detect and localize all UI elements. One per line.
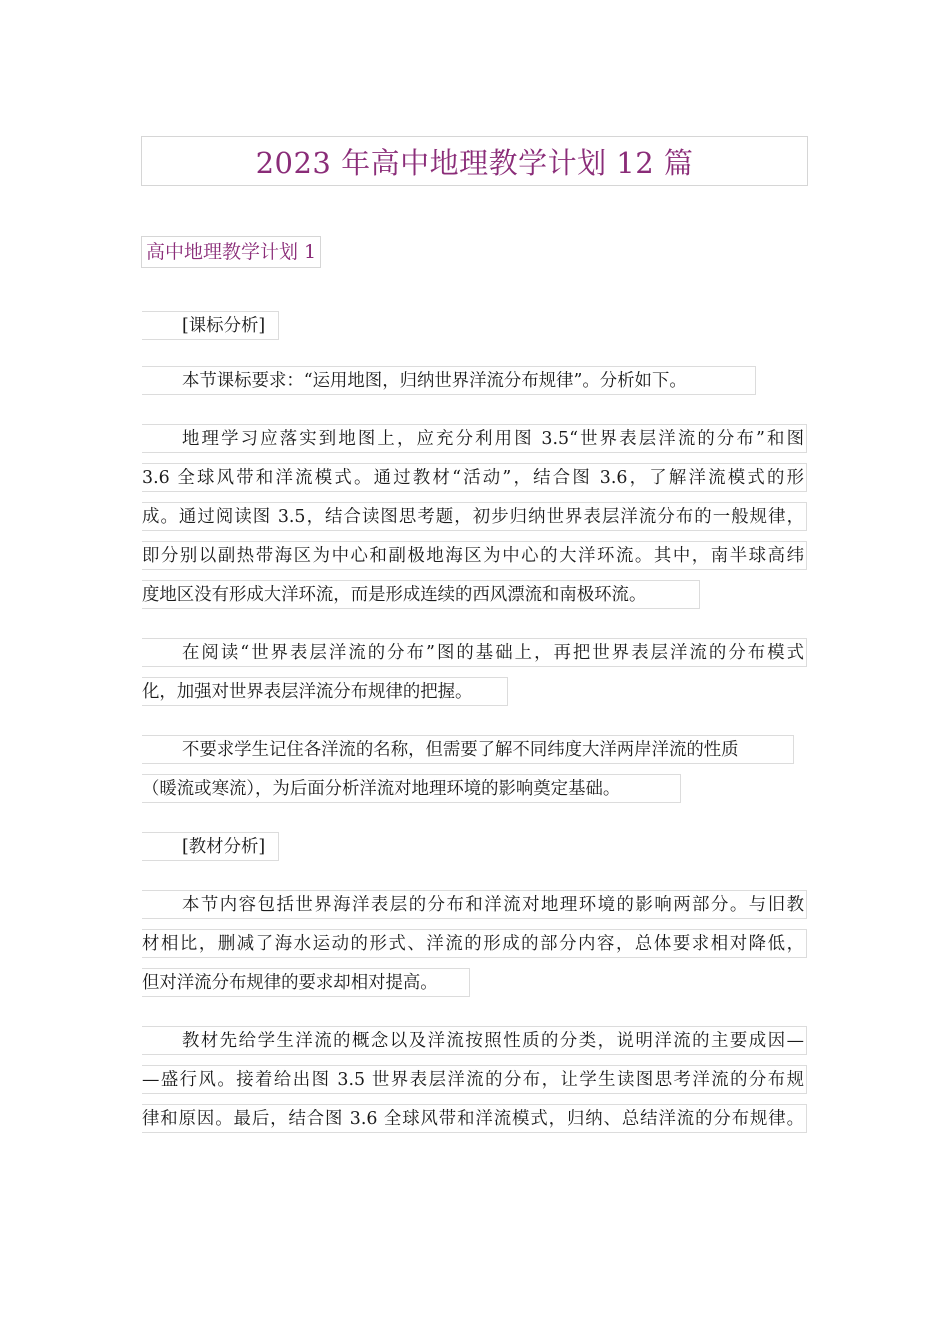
text-line: —盛行风。接着给出图 3.5 世界表层洋流的分布，让学生读图思考洋流的分布规 <box>142 1065 807 1094</box>
text-line: 地理学习应落实到地图上，应充分利用图 3.5“世界表层洋流的分布”和图 <box>142 424 807 453</box>
text-line: 在阅读“世界表层洋流的分布”图的基础上，再把世界表层洋流的分布模式 <box>142 638 807 667</box>
text-line: [教材分析] <box>142 832 279 861</box>
text-line: [课标分析] <box>142 311 279 340</box>
text-line: 但对洋流分布规律的要求却相对提高。 <box>142 968 470 997</box>
text-line: 成。通过阅读图 3.5，结合读图思考题，初步归纳世界表层洋流分布的一般规律， <box>142 502 807 531</box>
section-heading: 高中地理教学计划 1 <box>141 236 321 268</box>
text-line: 本节课标要求：“运用地图，归纳世界洋流分布规律”。分析如下。 <box>142 366 756 395</box>
text-line: 即分别以副热带海区为中心和副极地海区为中心的大洋环流。其中，南半球高纬 <box>142 541 807 570</box>
text-line: 不要求学生记住各洋流的名称，但需要了解不同纬度大洋两岸洋流的性质 <box>142 735 794 764</box>
text-line: 度地区没有形成大洋环流，而是形成连续的西风漂流和南极环流。 <box>142 580 700 609</box>
document-title: 2023 年高中地理教学计划 12 篇 <box>255 145 694 180</box>
text-line: 本节内容包括世界海洋表层的分布和洋流对地理环境的影响两部分。与旧教 <box>142 890 807 919</box>
text-line: 材相比，删减了海水运动的形式、洋流的形成的部分内容，总体要求相对降低， <box>142 929 807 958</box>
text-line: 化，加强对世界表层洋流分布规律的把握。 <box>142 677 508 706</box>
text-line: 教材先给学生洋流的概念以及洋流按照性质的分类，说明洋流的主要成因— <box>142 1026 807 1055</box>
text-line: （暖流或寒流），为后面分析洋流对地理环境的影响奠定基础。 <box>142 774 681 803</box>
document-title-box <box>141 136 808 186</box>
text-line: 律和原因。最后，结合图 3.6 全球风带和洋流模式，归纳、总结洋流的分布规律。 <box>142 1104 807 1133</box>
text-line: 3.6 全球风带和洋流模式。通过教材“活动”，结合图 3.6，了解洋流模式的形 <box>142 463 807 492</box>
